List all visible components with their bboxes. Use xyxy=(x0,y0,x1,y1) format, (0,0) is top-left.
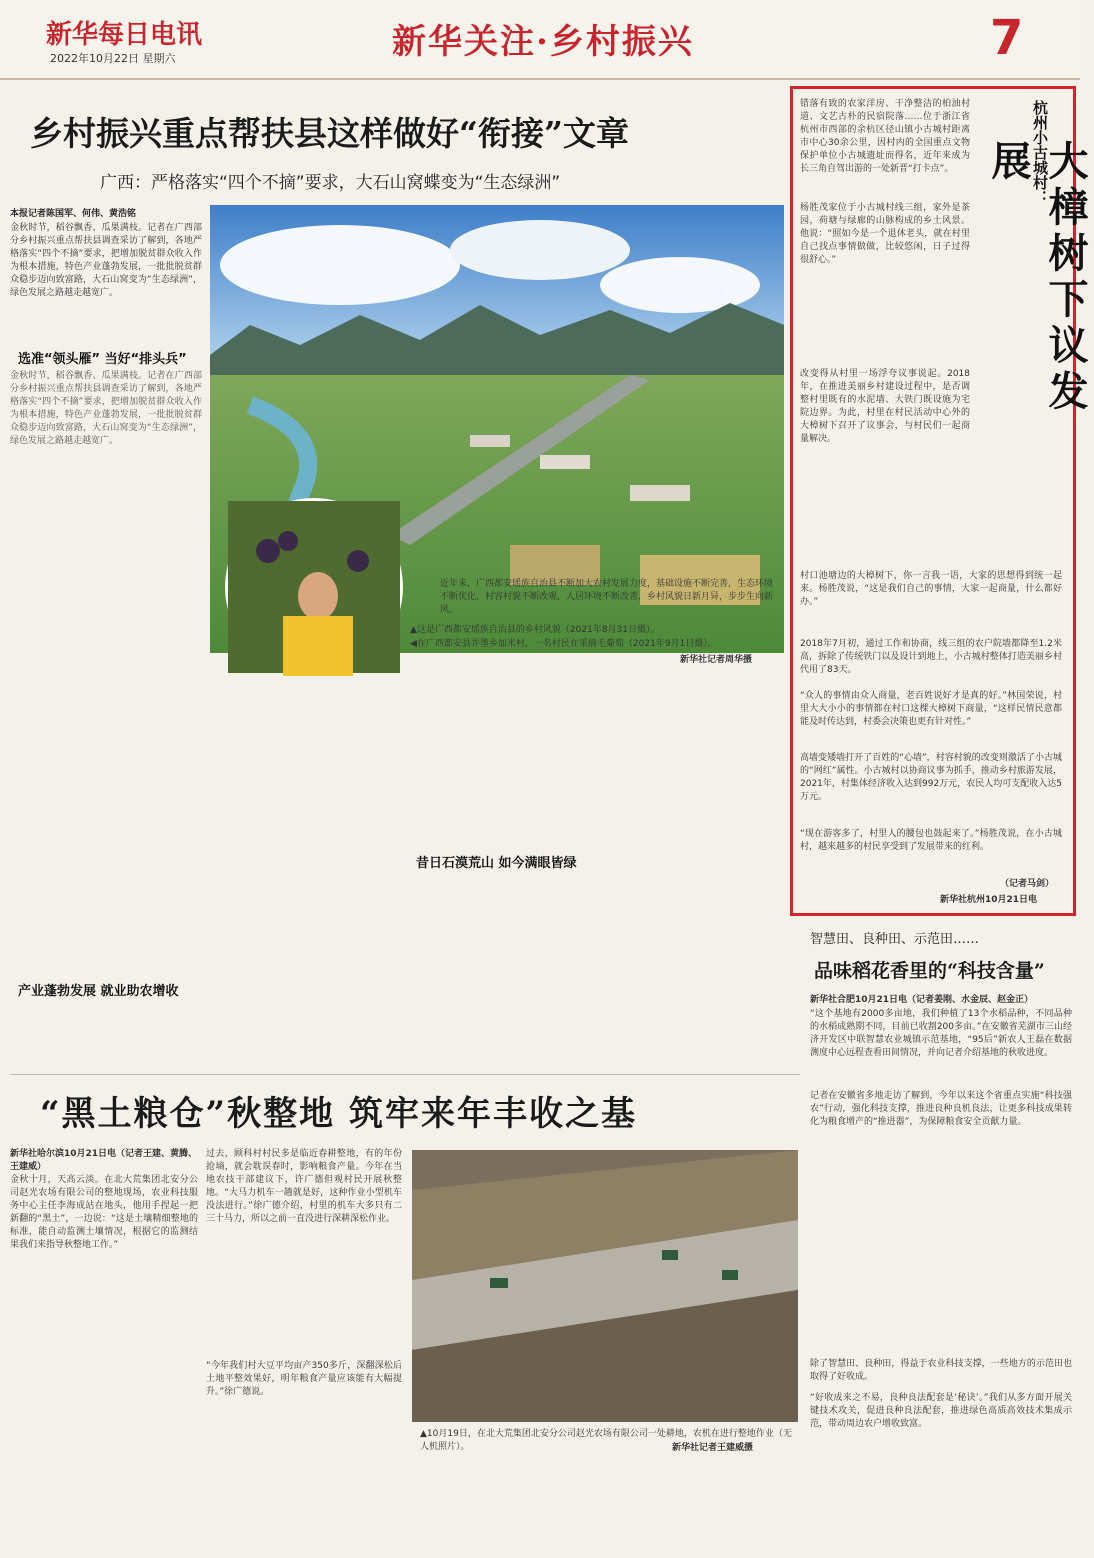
article4-photo-credit: 新华社记者王建威摄 xyxy=(672,1443,754,1453)
article2-para7: 高墙变矮墙打开了百姓的“心墙”，村容村貌的改变则激活了小古城的“网红”属性。小古城村以协商议事为抓手，推动乡村旅游发展，2021年，村集体经济收入达到992万元，农民人均可支配收入达5万元。 xyxy=(800,753,1062,802)
page-number: 7 xyxy=(990,10,1024,66)
article3-lead: “这个基地有2000多亩地，我们种植了13个水稻品种，不同品种的水稻成熟期不同，目前已收割200多亩。”在安徽省芜湖市三山经济开发区中联智慧农业城镇示范基地，“95后”新农人王磊在数据测度中心远程查看田间情况，并向记者介绍基地的秋收进度。 xyxy=(810,1009,1072,1058)
article1-column2-text xyxy=(210,676,400,1046)
article2-lead: 错落有致的农家洋房、干净整洁的柏油村道、文艺古朴的民宿院落……位于浙江省杭州市西部的余杭区径山镇小古城村距离市中心30余公里，因村内的全国重点文物保护单位小古城遗址而得名，近年来成为长三角自驾出游的一处新晋“打卡点”。 xyxy=(800,99,970,174)
article1-column1-paragraph: 金秋时节，稻谷飘香、瓜果满枝。记者在广西部分乡村振兴重点帮扶县调查采访了解到，各地严格落实“四个不摘”要求，把增加脱贫群众收入作为根本措施，特色产业蓬勃发展，一批批脱贫群众稳步迈向致富路，大石山窝变为“生态绿洲”，绿色发展之路越走越宽广。 xyxy=(10,371,202,446)
paper-name: 新华每日电讯 xyxy=(46,20,203,50)
section-divider xyxy=(10,1074,800,1075)
article4-para2: 过去，顾科村村民多是临近春耕整地，有的年份抢墒，就会耽误春时，影响粮食产量。今年在当地农技干部建议下，许广德但观村民开展秋整地。“大马力机车一趟就是好，这种作业小型机车没法进行。”徐广德介绍，村里的机车大多只有二三十马力，所以之前一直没进行深耕深松作业。 xyxy=(206,1149,402,1224)
article2-para5: 2018年7月初，通过工作和协商，线三组的农户院墙都降至1.2米高，拆除了传统铁门以及设计到地上，小古城村整体打造美丽乡村代用了83天。 xyxy=(800,639,1062,675)
article1-grape-picker-photo xyxy=(225,498,403,676)
article1-byline: 本报记者陈国军、何伟、黄浩铭 xyxy=(10,209,137,219)
article3-para4: “好收成来之不易，良种良法配套是‘秘诀’。”我们从多方面开展关键技术攻关，促进良种良法配套，推进绿色高质高效技术集成示范，带动周边农户增收致富。 xyxy=(810,1393,1072,1429)
grape-picker-image xyxy=(228,501,400,673)
article2-para8: “现在游客多了，村里人的腰包也鼓起来了。”杨胜茂说，在小古城村，越来越多的村民享受到了发展带来的红利。 xyxy=(800,829,1062,852)
article2-para6: “众人的事情由众人商量，老百姓说好才是真的好。”林国荣说，村里大大小小的事情都在村口这棵大樟树下商量，“这样民情民意都能及时传达到，村委会决策也更有针对性。” xyxy=(800,691,1062,727)
article1-column4-text xyxy=(604,676,784,1046)
farmland-photo-image xyxy=(412,1150,798,1422)
article3-para2: 记者在安徽省多地走访了解到，今年以来这个省重点实施“科技强农”行动，强化科技支撑，推进良种良机良法，让更多科技成果转化为粮食增产的“推进器”，为保障粮食安全贡献力量。 xyxy=(810,1091,1072,1127)
article4-column2b-text xyxy=(206,1418,402,1550)
article2-credit: （记者马剑） xyxy=(1000,879,1055,889)
article1-photo-caption3: ◀在广西都安县弄墨乡加米村，一名村民在采摘毛葡萄（2021年9月1日摄）。 xyxy=(410,639,717,649)
article3-dateline: 新华社合肥10月21日电（记者姜刚、水金辰、赵金正） xyxy=(810,995,1034,1005)
article2-dateline: 新华社杭州10月21日电 xyxy=(940,895,1038,905)
article4-column3-text xyxy=(412,1462,602,1550)
article2-para4: 村口池塘边的大樟树下，你一言我一语，大家的思想得到统一起来。杨胜茂说，“这是我们自己的事情，大家一起商量，什么都好办。” xyxy=(800,571,1062,607)
article2-para2: 杨胜茂家位于小古城村线三组，家外是茶园，荷塘与绿廊的山脉构成的乡土风景。他说：“照如今是一个退休老头，就在村里自己找点事情做做，比较悠闲，日子过得很舒心。” xyxy=(800,203,970,265)
article1-headline: 乡村振兴重点帮扶县这样做好“衔接”文章 xyxy=(30,114,629,153)
issue-date: 2022年10月22日 星期六 xyxy=(50,52,176,65)
article3-kicker: 智慧田、良种田、示范田…… xyxy=(810,932,980,947)
article4-farmland-photo xyxy=(412,1150,798,1422)
section-title: 新华关注·乡村振兴 xyxy=(392,22,694,62)
article4-column1-text xyxy=(10,1300,198,1550)
article1-section1-title: 选准“领头雁” 当好“排头兵” xyxy=(18,352,187,367)
article1-subheadline: 广西：严格落实“四个不摘”要求，大石山窝蝶变为“生态绿洲” xyxy=(100,173,561,193)
article4-column4-text xyxy=(608,1462,798,1550)
article2-headline: 大樟树下议发展 xyxy=(985,140,1089,416)
article3-para3: 除了智慧田、良种田，得益于农业科技支撑，一些地方的示范田也取得了好收成。 xyxy=(810,1359,1072,1382)
article4-headline: “黑土粮仓”秋整地 筑牢来年丰收之基 xyxy=(40,1094,637,1134)
article4-photo-caption: ▲10月19日，在北大荒集团北安分公司赵光农场有限公司一处耕地，农机在进行整地作业（无人机照片）。 xyxy=(420,1429,792,1452)
article1-section3-title: 昔日石漠荒山 如今满眼皆绿 xyxy=(416,856,577,871)
article2-para3-continued xyxy=(800,506,1062,566)
article1-lead: 金秋时节，稻谷飘香、瓜果满枝。记者在广西部分乡村振兴重点帮扶县调查采访了解到，各地严格落实“四个不摘”要求，把增加脱贫群众收入作为根本措施，特色产业蓬勃发展，一批批脱贫群众稳步迈向致富路，大石山窝变为“生态绿洲”，绿色发展之路越走越宽广。 xyxy=(10,223,202,298)
article3-closing-text xyxy=(810,1454,1072,1550)
article3-body-text xyxy=(810,1140,1072,1350)
article4-para3: “今年我们村大豆平均亩产350多斤，深翻深松后土地平整效果好，明年粮食产量应该能有大幅提升。”徐广德说。 xyxy=(206,1361,402,1397)
article1-photo-credit: 新华社记者周华摄 xyxy=(680,655,753,665)
article3-headline: 品味稻花香里的“科技含量” xyxy=(814,960,1045,982)
article4-dateline: 新华社哈尔滨10月21日电（记者王建、黄腾、王建威） xyxy=(10,1149,198,1172)
article1-photo-caption2: ▲这是广西都安瑶族自治县的乡村风貌（2021年8月31日摄）。 xyxy=(410,625,660,635)
article1-column3b-text xyxy=(406,874,596,1046)
article4-lead: 金秋十月，天高云淡。在北大荒集团北安分公司赵光农场有限公司的整地现场，农业科技服务中心主任李海成站在地头，他用手捏起一把新翻的“黑土”，一边说：“这是土壤精细整地的标准，能自动监测土壤情况，根据它的监测结果我们来指导秋整地工作。” xyxy=(10,1175,198,1250)
article1-section2-title: 产业蓬勃发展 就业助农增收 xyxy=(18,984,179,999)
article1-photo-caption: 近年来，广西都安瑶族自治县不断加大农村发展力度，基础设施不断完善，生态环境不断优化，村容村貌不断改观，人居环境不断改善，乡村风貌日新月异，步步生向新风。 xyxy=(440,579,774,615)
article1-column3-text xyxy=(406,676,596,848)
article4-column2-text xyxy=(206,1256,402,1356)
article1-column1-text xyxy=(10,370,202,970)
article2-kicker: 杭州小古城村： xyxy=(1031,100,1049,205)
article2-para3: 改变得从村里一场浮夸议事说起。2018年，在推进美丽乡村建设过程中，是否调整村里既有的水泥墙、大铁门既设施为宅院边界。为此，村里在村民活动中心外的大樟树下召开了议事会，与村民们一起商量解决。 xyxy=(800,369,970,444)
article1-column1-bottom-text xyxy=(10,1002,202,1082)
